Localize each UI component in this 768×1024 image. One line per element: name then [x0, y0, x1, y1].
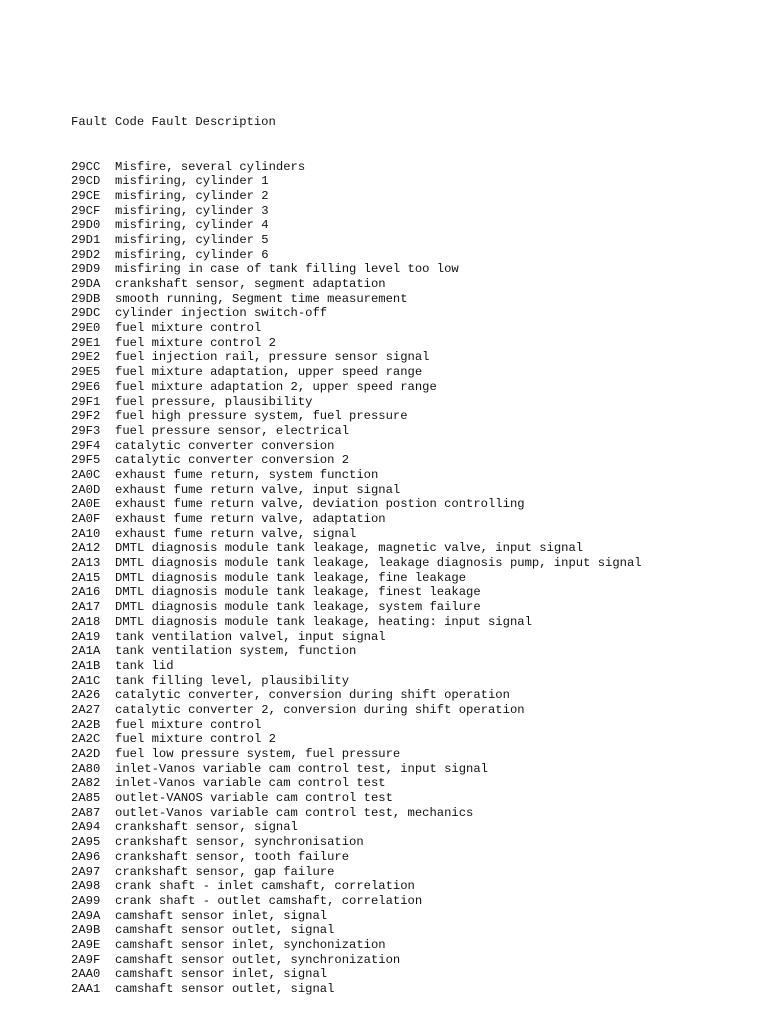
fault-row [71, 776, 642, 791]
fault-row [71, 688, 642, 703]
fault-code: 29E2 [71, 350, 101, 365]
fault-row [71, 923, 642, 938]
fault-description: crankshaft sensor, signal [115, 820, 298, 835]
fault-code: 29F3 [71, 423, 101, 438]
fault-code: 2A85 [71, 791, 101, 806]
fault-row [71, 204, 642, 219]
fault-description: exhaust fume return valve, signal [115, 526, 357, 541]
fault-description: crank shaft - outlet camshaft, correlation [115, 893, 423, 908]
fault-description: misfiring, cylinder 4 [115, 218, 269, 233]
fault-row [71, 277, 642, 292]
fault-row [71, 703, 642, 718]
fault-description: smooth running, Segment time measurement [115, 291, 408, 306]
fault-row [71, 350, 642, 365]
fault-code: 2A0F [71, 512, 101, 526]
fault-description: fuel high pressure system, fuel pressure [115, 409, 408, 424]
fault-row [71, 483, 642, 498]
fault-row [71, 615, 642, 630]
fault-code: 29D2 [71, 247, 101, 262]
fault-description: DMTL diagnosis module tank leakage, heating: input signal [115, 614, 532, 629]
fault-code: 29CF [71, 203, 101, 218]
fault-row [71, 967, 642, 982]
fault-code: 2A9F [71, 952, 101, 967]
fault-code: 29CD [71, 174, 101, 189]
fault-code: 29F4 [71, 438, 101, 453]
fault-code: 29D1 [71, 232, 101, 247]
fault-description: exhaust fume return valve, adaptation [115, 512, 386, 526]
fault-row [71, 233, 642, 248]
fault-row [71, 380, 642, 395]
fault-code: 29D9 [71, 262, 101, 277]
fault-description: fuel mixture adaptation, upper speed range [115, 365, 423, 380]
fault-code: 29E6 [71, 379, 101, 394]
fault-description: tank ventilation valvel, input signal [115, 629, 386, 644]
fault-row [71, 174, 642, 189]
fault-code: 29D0 [71, 218, 101, 233]
fault-description: exhaust fume return, system function [115, 467, 379, 482]
fault-row [71, 336, 642, 351]
fault-row [71, 395, 642, 410]
fault-code: 2A18 [71, 614, 101, 629]
fault-code: 2A82 [71, 776, 101, 791]
fault-code: 2A0D [71, 482, 101, 497]
fault-description: fuel low pressure system, fuel pressure [115, 747, 401, 761]
fault-row [71, 321, 642, 336]
fault-code: 2A2D [71, 747, 101, 761]
fault-code: 2A95 [71, 835, 101, 850]
fault-row [71, 453, 642, 468]
fault-code: 29F2 [71, 409, 101, 424]
fault-description: crank shaft - inlet camshaft, correlation [115, 879, 415, 894]
fault-description: cylinder injection switch-off [115, 306, 328, 321]
fault-row [71, 791, 642, 806]
fault-code: 2A9B [71, 923, 101, 938]
fault-description: DMTL diagnosis module tank leakage, magnetic valve, input signal [115, 541, 584, 556]
fault-row [71, 644, 642, 659]
fault-code: 29DB [71, 291, 101, 306]
fault-row [71, 556, 642, 571]
fault-description: exhaust fume return valve, deviation postion controlling [115, 497, 525, 512]
fault-description: DMTL diagnosis module tank leakage, fine leakage [115, 570, 467, 585]
fault-code: 2AA1 [71, 982, 101, 996]
fault-code: 2A17 [71, 600, 101, 615]
fault-list [71, 160, 642, 997]
fault-row [71, 909, 642, 924]
fault-row [71, 820, 642, 835]
fault-row [71, 468, 642, 483]
fault-row [71, 306, 642, 321]
fault-row [71, 571, 642, 586]
fault-row [71, 865, 642, 880]
fault-code: 2A1A [71, 644, 101, 659]
fault-description: fuel injection rail, pressure sensor signal [115, 350, 430, 365]
fault-code: 29DA [71, 277, 101, 291]
fault-description: exhaust fume return valve, input signal [115, 482, 401, 497]
fault-code: 2A15 [71, 570, 101, 585]
fault-code: 2A16 [71, 585, 101, 600]
fault-description: DMTL diagnosis module tank leakage, system failure [115, 600, 481, 615]
fault-code: 29E5 [71, 365, 101, 380]
fault-code: 2A96 [71, 849, 101, 864]
fault-description: camshaft sensor inlet, signal [115, 908, 328, 923]
fault-code: 29F1 [71, 394, 101, 409]
fault-description: Misfire, several cylinders [115, 159, 306, 174]
fault-row [71, 365, 642, 380]
fault-description: tank lid [115, 658, 174, 673]
fault-row [71, 879, 642, 894]
fault-code: 2A94 [71, 820, 101, 835]
fault-code: 29E1 [71, 335, 101, 350]
fault-description: camshaft sensor outlet, synchronization [115, 952, 401, 967]
fault-description: crankshaft sensor, synchronisation [115, 835, 364, 850]
fault-row [71, 835, 642, 850]
fault-description: fuel mixture control [115, 717, 262, 732]
fault-row [71, 630, 642, 645]
header-row [71, 115, 642, 130]
fault-row [71, 409, 642, 424]
fault-row [71, 732, 642, 747]
fault-row [71, 218, 642, 233]
fault-description: inlet-Vanos variable cam control test, input signal [115, 761, 488, 776]
fault-code: 2AA0 [71, 967, 101, 982]
fault-code: 2A27 [71, 702, 101, 717]
fault-row [71, 982, 642, 997]
fault-description: outlet-VANOS variable cam control test [115, 791, 393, 806]
fault-row [71, 292, 642, 307]
fault-description: crankshaft sensor, gap failure [115, 864, 335, 879]
fault-description: fuel mixture control 2 [115, 335, 276, 350]
fault-description: camshaft sensor outlet, signal [115, 923, 335, 938]
fault-row [71, 497, 642, 512]
fault-row [71, 248, 642, 263]
fault-description: outlet-Vanos variable cam control test, mechanics [115, 805, 474, 820]
fault-row [71, 747, 642, 762]
fault-code: 2A9E [71, 937, 101, 952]
fault-row [71, 189, 642, 204]
fault-description: fuel mixture adaptation 2, upper speed range [115, 379, 437, 394]
fault-code: 2A99 [71, 893, 101, 908]
fault-code: 2A87 [71, 805, 101, 820]
fault-row [71, 894, 642, 909]
fault-code: 2A12 [71, 541, 101, 556]
fault-code: 29DC [71, 306, 101, 321]
fault-code: 2A10 [71, 526, 101, 541]
header-description: Fault Description [151, 115, 276, 130]
fault-code: 2A98 [71, 879, 101, 894]
fault-description: misfiring, cylinder 2 [115, 188, 269, 203]
fault-code: 2A80 [71, 761, 101, 776]
fault-row [71, 262, 642, 277]
fault-row [71, 850, 642, 865]
fault-description: fuel pressure sensor, electrical [115, 423, 350, 438]
fault-description: camshaft sensor outlet, signal [115, 982, 335, 996]
fault-row [71, 718, 642, 733]
fault-description: DMTL diagnosis module tank leakage, finest leakage [115, 585, 481, 600]
fault-row [71, 541, 642, 556]
fault-description: camshaft sensor inlet, synchonization [115, 937, 386, 952]
fault-row [71, 659, 642, 674]
fault-code: 2A2C [71, 732, 101, 747]
fault-row [71, 160, 642, 175]
fault-description: crankshaft sensor, tooth failure [115, 849, 350, 864]
fault-code: 2A2B [71, 717, 101, 732]
fault-code-document [71, 86, 642, 1011]
fault-code: 2A97 [71, 864, 101, 879]
fault-row [71, 424, 642, 439]
fault-description: misfiring, cylinder 5 [115, 232, 269, 247]
fault-code: 2A26 [71, 688, 101, 703]
fault-description: catalytic converter 2, conversion during shift operation [115, 702, 525, 717]
fault-row [71, 806, 642, 821]
fault-row [71, 953, 642, 968]
fault-description: tank ventilation system, function [115, 644, 357, 659]
fault-description: crankshaft sensor, segment adaptation [115, 277, 386, 291]
fault-code: 29E0 [71, 321, 101, 336]
fault-description: camshaft sensor inlet, signal [115, 967, 328, 982]
fault-description: DMTL diagnosis module tank leakage, leakage diagnosis pump, input signal [115, 556, 642, 571]
fault-code: 2A19 [71, 629, 101, 644]
fault-code: 2A0C [71, 467, 101, 482]
fault-row [71, 439, 642, 454]
fault-description: inlet-Vanos variable cam control test [115, 776, 386, 791]
fault-code: 2A1C [71, 673, 101, 688]
fault-description: misfiring, cylinder 1 [115, 174, 269, 189]
fault-row [71, 600, 642, 615]
fault-code: 29CC [71, 159, 101, 174]
fault-row [71, 527, 642, 542]
fault-description: fuel pressure, plausibility [115, 394, 313, 409]
fault-code: 29CE [71, 188, 101, 203]
fault-code: 2A9A [71, 908, 101, 923]
fault-code: 2A13 [71, 556, 101, 571]
fault-description: misfiring in case of tank filling level too low [115, 262, 459, 277]
fault-code: 29F5 [71, 453, 101, 468]
fault-code: 2A0E [71, 497, 101, 512]
fault-description: fuel mixture control 2 [115, 732, 276, 747]
fault-description: misfiring, cylinder 3 [115, 203, 269, 218]
header-code: Fault Code [71, 115, 145, 130]
fault-code: 2A1B [71, 658, 101, 673]
fault-row [71, 938, 642, 953]
fault-row [71, 585, 642, 600]
fault-row [71, 512, 642, 527]
fault-description: catalytic converter conversion 2 [115, 453, 350, 468]
fault-description: fuel mixture control [115, 321, 262, 336]
fault-description: tank filling level, plausibility [115, 673, 350, 688]
fault-description: catalytic converter, conversion during shift operation [115, 688, 510, 703]
fault-row [71, 674, 642, 689]
fault-description: misfiring, cylinder 6 [115, 247, 269, 262]
fault-description: catalytic converter conversion [115, 438, 335, 453]
fault-row [71, 762, 642, 777]
